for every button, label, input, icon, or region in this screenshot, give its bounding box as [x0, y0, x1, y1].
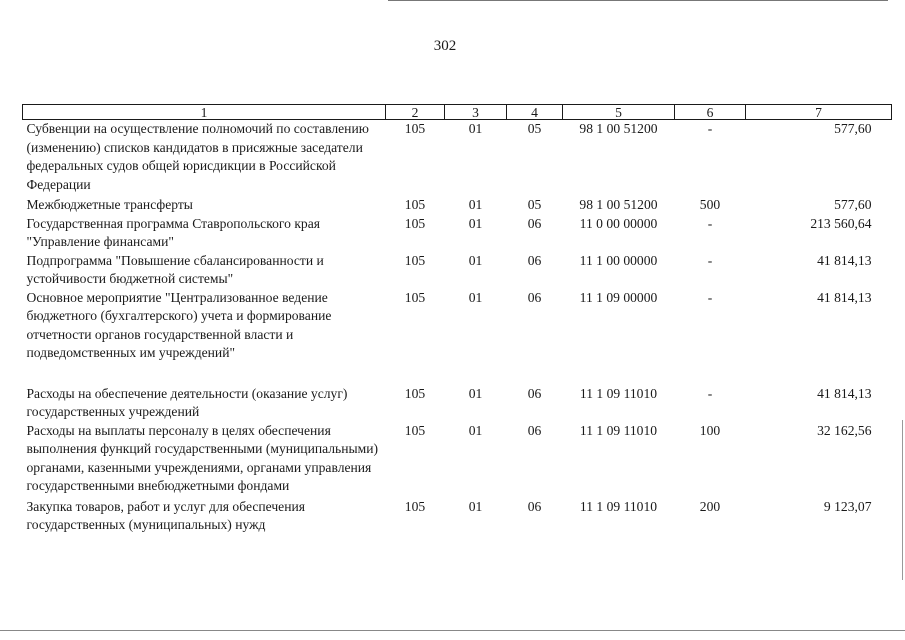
row-name: Расходы на обеспечение деятельности (оказание услуг) государственных учреждений	[26, 385, 348, 419]
table-row	[23, 422, 892, 498]
scan-artifact-top	[388, 0, 888, 1]
header-col-7: 7	[746, 105, 892, 120]
row-code-6: 200	[699, 498, 721, 514]
table-row	[23, 215, 892, 252]
header-col-5: 5	[563, 105, 675, 120]
row-code-3: 01	[468, 252, 483, 268]
header-col-2: 2	[386, 105, 445, 120]
budget-table	[22, 104, 892, 535]
row-code-5: 11 1 09 00000	[579, 289, 658, 305]
row-code-4: 06	[527, 252, 542, 268]
scan-artifact-right	[902, 420, 903, 580]
header-col-3: 3	[445, 105, 507, 120]
row-code-3: 01	[468, 385, 483, 401]
scan-artifact-bottom	[0, 630, 905, 631]
row-code-6: -	[707, 215, 713, 231]
row-code-4: 06	[527, 215, 542, 231]
row-name: Государственная программа Ставропольского края "Управление финансами"	[26, 215, 321, 249]
row-code-3: 01	[468, 121, 483, 136]
row-code-3: 01	[468, 498, 483, 514]
row-code-6: 100	[699, 422, 721, 438]
row-name: Межбюджетные трансферты	[26, 197, 193, 212]
row-amount: 577,60	[834, 121, 872, 136]
row-code-5: 11 1 09 11010	[579, 385, 658, 401]
row-code-3: 01	[468, 289, 483, 305]
table-row	[23, 196, 892, 215]
row-amount: 9 123,07	[823, 498, 872, 514]
row-code-5: 11 0 00 00000	[579, 215, 658, 231]
row-code-6: -	[707, 289, 713, 305]
table-row	[23, 498, 892, 535]
row-code-6: -	[707, 121, 713, 136]
row-code-5: 11 1 09 11010	[579, 498, 658, 514]
row-name: Расходы на выплаты персоналу в целях обеспечения выполнения функций государственными (муниципальными) органами, казенными учреждениями, органами управления государственными внебюджетными фондами	[26, 422, 379, 493]
row-code-2: 105	[404, 422, 426, 438]
row-code-2: 105	[404, 289, 426, 305]
table-row	[23, 385, 892, 422]
row-code-3: 01	[468, 197, 483, 212]
header-col-4: 4	[507, 105, 563, 120]
header-col-6: 6	[675, 105, 746, 120]
row-code-5: 11 1 09 11010	[579, 422, 658, 438]
row-code-4: 06	[527, 422, 542, 438]
row-code-4: 06	[527, 498, 542, 514]
table-header-row	[23, 105, 892, 120]
row-amount: 577,60	[834, 197, 872, 212]
row-code-3: 01	[468, 215, 483, 231]
row-code-5: 98 1 00 51200	[579, 197, 658, 212]
row-name: Субвенции на осуществление полномочий по составлению (изменению) списков кандидатов в присяжные заседатели федеральных судов общей юрисдикции в Российской Федерации	[26, 121, 369, 192]
row-code-5: 11 1 00 00000	[579, 252, 658, 268]
row-amount: 41 814,13	[817, 289, 872, 305]
table-row	[23, 289, 892, 385]
row-code-4: 05	[527, 197, 542, 212]
row-name: Основное мероприятие "Централизованное ведение бюджетного (бухгалтерского) учета и формирование отчетности органов государственной власти и подведомственных им учреждений"	[26, 289, 332, 360]
row-code-2: 105	[404, 197, 426, 212]
row-name: Закупка товаров, работ и услуг для обеспечения государственных (муниципальных) нужд	[26, 498, 305, 532]
row-code-2: 105	[404, 498, 426, 514]
row-code-4: 05	[527, 121, 542, 136]
row-amount: 41 814,13	[817, 252, 872, 268]
row-code-2: 105	[404, 252, 426, 268]
table-row	[23, 252, 892, 289]
row-code-2: 105	[404, 121, 426, 136]
row-name: Подпрограмма "Повышение сбалансированности и устойчивости бюджетной системы"	[26, 252, 324, 286]
row-code-6: -	[707, 385, 713, 401]
row-amount: 32 162,56	[817, 422, 872, 438]
page-number: 302	[433, 38, 457, 54]
row-code-3: 01	[468, 422, 483, 438]
row-code-6: 500	[699, 197, 721, 212]
row-code-4: 06	[527, 385, 542, 401]
row-amount: 41 814,13	[817, 385, 872, 401]
row-code-4: 06	[527, 289, 542, 305]
row-code-6: -	[707, 252, 713, 268]
header-col-1: 1	[23, 105, 386, 120]
table-row	[23, 120, 892, 197]
row-code-2: 105	[404, 215, 426, 231]
row-amount: 213 560,64	[810, 215, 872, 231]
row-code-2: 105	[404, 385, 426, 401]
row-code-5: 98 1 00 51200	[579, 121, 658, 136]
